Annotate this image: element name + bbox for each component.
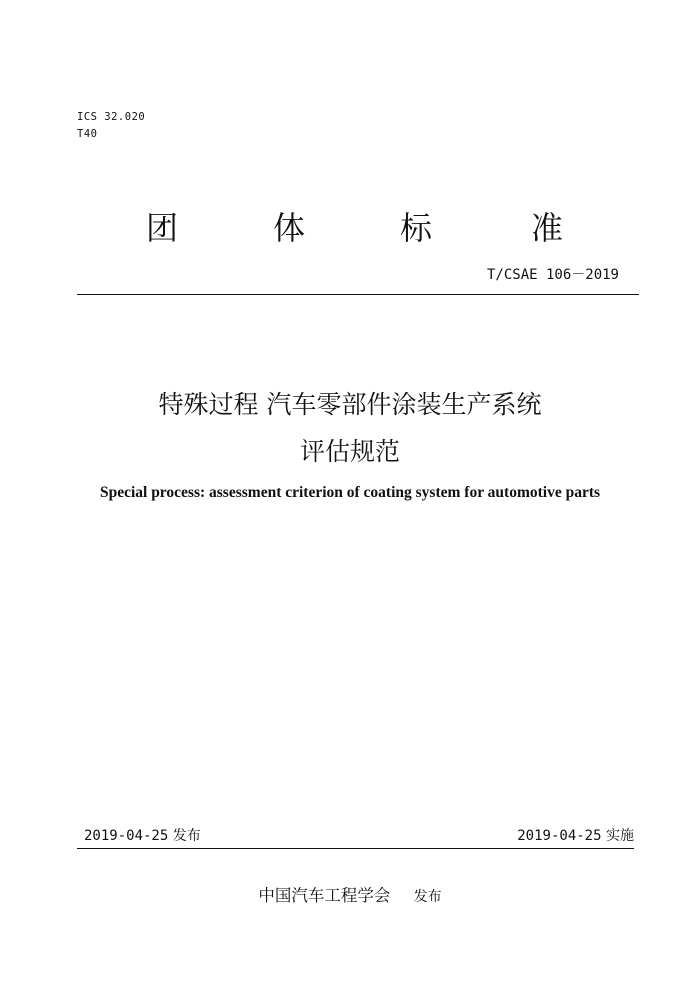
publish-date-label: 发布 [172, 828, 201, 844]
issuer-name: 中国汽车工程学会 [258, 886, 391, 905]
standard-type-char: 体 [273, 209, 306, 247]
header-divider [77, 294, 639, 295]
title-en: Special process: assessment criterion of coating system for automotive parts [99, 484, 601, 501]
ccs-code: T40 [77, 128, 98, 140]
publish-date-value: 2019-04-25 [84, 828, 169, 844]
footer-divider [77, 848, 634, 849]
implement-date-label: 实施 [606, 828, 634, 844]
publish-date [84, 825, 201, 845]
implement-date [517, 825, 634, 845]
issuer [0, 882, 700, 906]
title-cn-line1: 特殊过程 汽车零部件涂装生产系统 [158, 390, 542, 419]
title-cn-line2: 评估规范 [299, 437, 400, 466]
ics-code: ICS 32.020 [77, 111, 146, 123]
standard-type-char: 标 [400, 209, 433, 247]
implement-date-value: 2019-04-25 [517, 828, 602, 844]
issuer-action: 发布 [413, 889, 442, 905]
standard-number: T/CSAE 106－2019 [486, 267, 619, 283]
standard-type-char: 团 [146, 209, 179, 247]
standard-type-char: 准 [531, 209, 564, 247]
